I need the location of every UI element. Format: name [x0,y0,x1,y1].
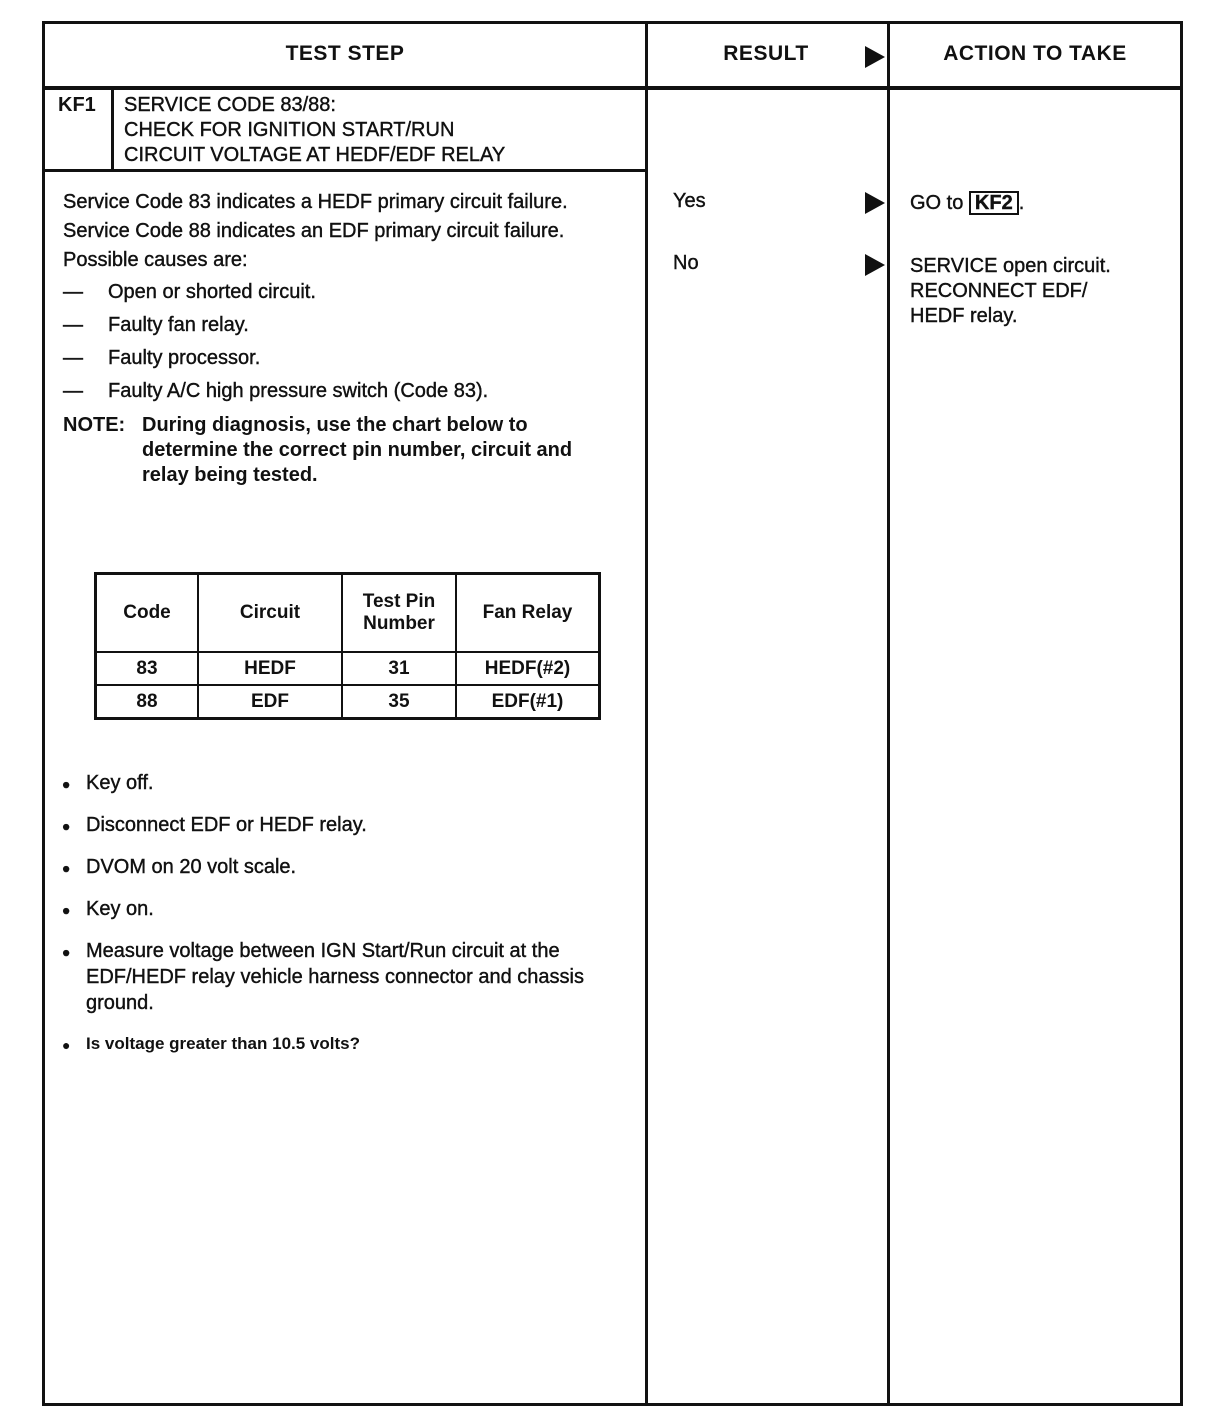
action-line: HEDF relay. [910,305,1018,327]
table-row [96,685,600,719]
dash-icon: — [63,347,83,369]
pin-table-header: Code [96,574,199,653]
note [63,413,618,488]
header-result: RESULT [723,42,809,65]
cause-item: — Faulty fan relay. [63,314,249,336]
step-title-line: SERVICE CODE 83/88: [124,94,336,116]
causes-label: Possible causes are: [63,249,248,271]
action-text: GO to [910,192,964,214]
list-item: ● DVOM on 20 volt scale. [62,854,637,881]
note-label: NOTE: [63,414,126,436]
column-divider-result [645,21,648,1406]
action-line: SERVICE open circuit. [910,255,1111,277]
pin-table [94,572,601,720]
action-no [910,254,1111,329]
pin-table-cell: HEDF(#2) [456,652,600,685]
action-text: . [1018,192,1025,214]
cause-item: — Faulty processor. [63,347,261,369]
action-line: RECONNECT EDF/ [910,280,1088,302]
step-title [124,93,505,168]
dash-icon: — [63,380,83,402]
pin-table-cell: 35 [342,685,456,719]
column-divider-action [887,21,890,1406]
step-reference-link[interactable]: KF2 [969,191,1019,215]
note-text: During diagnosis, use the chart below to determine the correct pin number, circuit and relay being tested. [142,414,573,486]
action-yes [910,191,1024,216]
list-item: ● Is voltage greater than 10.5 volts? [62,1031,637,1058]
pin-table-cell: 88 [96,685,199,719]
description-paragraph: Service Code 83 indicates a HEDF primary circuit failure. [63,191,568,213]
cause-item: — Open or shorted circuit. [63,281,316,303]
header-action: ACTION TO TAKE [943,42,1127,65]
result-arrow-icon [865,254,885,276]
cause-item: — Faulty A/C high pressure switch (Code 83). [63,380,489,402]
result-yes: Yes [673,190,706,212]
pin-table-cell: EDF [198,685,342,719]
list-item: ● Key off. [62,770,637,797]
step-title-line: CIRCUIT VOLTAGE AT HEDF/EDF RELAY [124,144,506,166]
bullet-icon: ● [62,860,71,876]
header-arrow-icon [865,46,885,68]
pin-table-header: Fan Relay [456,574,600,653]
result-no: No [673,252,699,274]
list-item: ● Disconnect EDF or HEDF relay. [62,812,637,839]
list-item: ● Key on. [62,896,637,923]
pin-table-header: Circuit [198,574,342,653]
header-test-step: TEST STEP [285,42,405,65]
bullet-icon: ● [62,944,71,960]
bullet-icon: ● [62,902,71,918]
pin-table-cell: EDF(#1) [456,685,600,719]
pin-table-cell: 83 [96,652,199,685]
step-title-line: CHECK FOR IGNITION START/RUN [124,119,455,141]
pin-table-cell: 31 [342,652,456,685]
table-row [96,652,600,685]
result-arrow-icon [865,192,885,214]
bullet-icon: ● [62,818,71,834]
dash-icon: — [63,281,83,303]
procedure-list [62,770,637,1073]
step-description [63,191,618,488]
title-box-bottom [42,169,648,172]
bullet-icon: ● [62,1037,71,1053]
pin-table-header: Test Pin Number [342,574,456,653]
description-paragraph: Service Code 88 indicates an EDF primary circuit failure. [63,220,565,242]
step-id-divider [111,88,114,171]
bullet-icon: ● [62,776,71,792]
step-id: KF1 [58,94,96,116]
pin-table-cell: HEDF [198,652,342,685]
dash-icon: — [63,314,83,336]
pin-table-header-row [96,574,600,653]
list-item: ● Measure voltage between IGN Start/Run circuit at the EDF/HEDF relay vehicle harness connector and chassis ground. [62,940,584,1014]
